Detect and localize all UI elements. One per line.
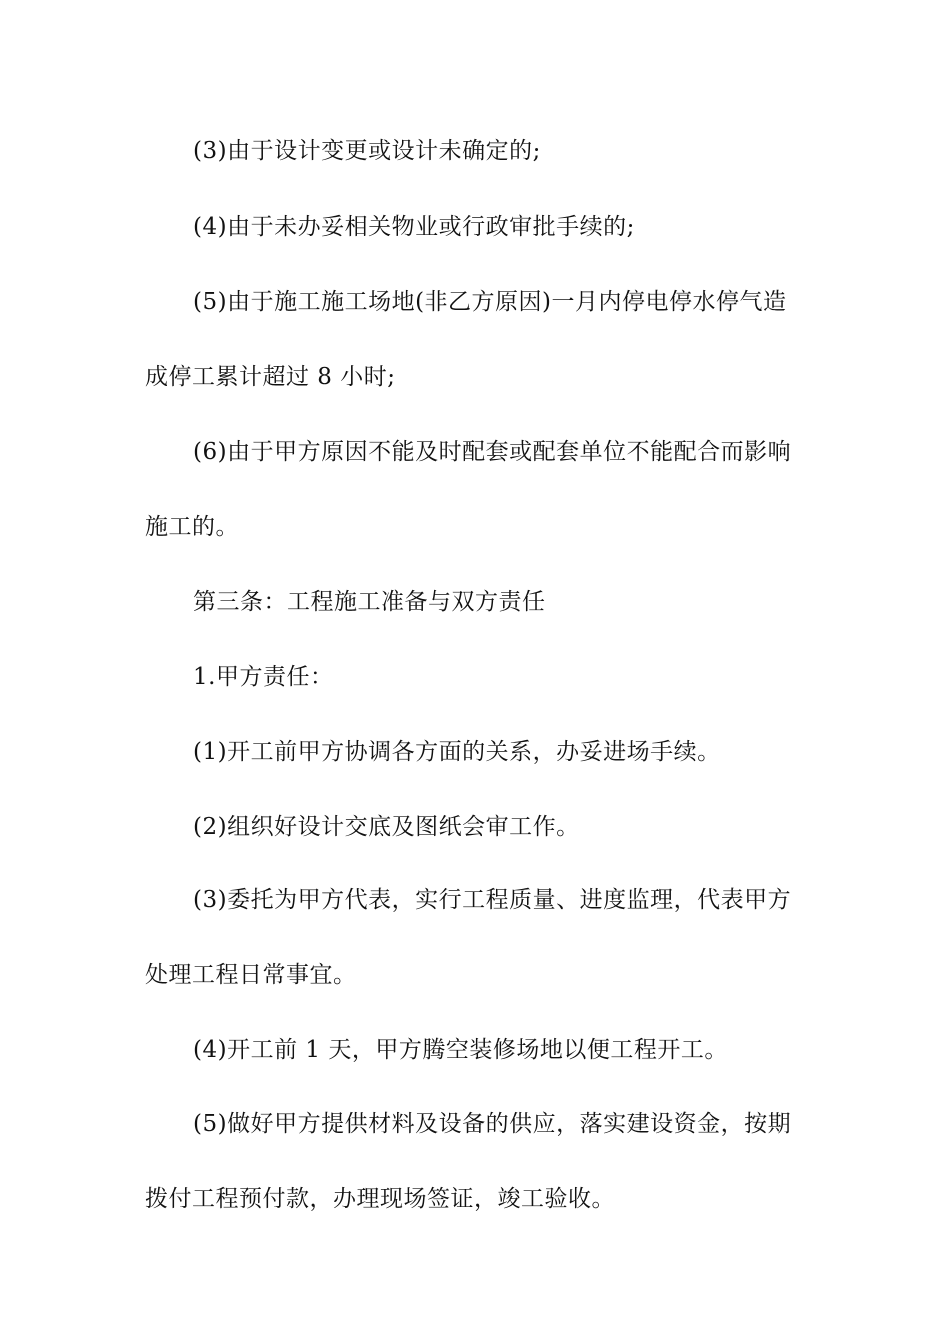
clause-item-3: (3)由于设计变更或设计未确定的;: [193, 138, 541, 164]
clause-item-6: (6)由于甲方原因不能及时配套或配套单位不能配合而影响: [193, 439, 792, 465]
clause-item-6-continued: 施工的。: [145, 514, 239, 540]
duty-item-5: (5)做好甲方提供材料及设备的供应，落实建设资金，按期: [193, 1111, 792, 1137]
clause-item-5: (5)由于施工施工场地(非乙方原因)一月内停电停水停气造: [193, 289, 787, 315]
duty-item-4: (4)开工前 1 天，甲方腾空装修场地以便工程开工。: [193, 1037, 728, 1063]
clause-item-5-continued: 成停工累计超过 8 小时;: [145, 364, 396, 390]
duty-item-5-continued: 拨付工程预付款，办理现场签证，竣工验收。: [145, 1186, 615, 1212]
duty-item-3: (3)委托为甲方代表，实行工程质量、进度监理，代表甲方: [193, 887, 792, 913]
clause-item-4: (4)由于未办妥相关物业或行政审批手续的;: [193, 214, 635, 240]
article-heading: 第三条：工程施工准备与双方责任: [193, 589, 546, 615]
duty-item-2: (2)组织好设计交底及图纸会审工作。: [193, 814, 580, 840]
duty-item-1: (1)开工前甲方协调各方面的关系，办妥进场手续。: [193, 739, 721, 765]
duty-item-3-continued: 处理工程日常事宜。: [145, 962, 357, 988]
section-heading-party-a: 1.甲方责任：: [193, 664, 334, 690]
